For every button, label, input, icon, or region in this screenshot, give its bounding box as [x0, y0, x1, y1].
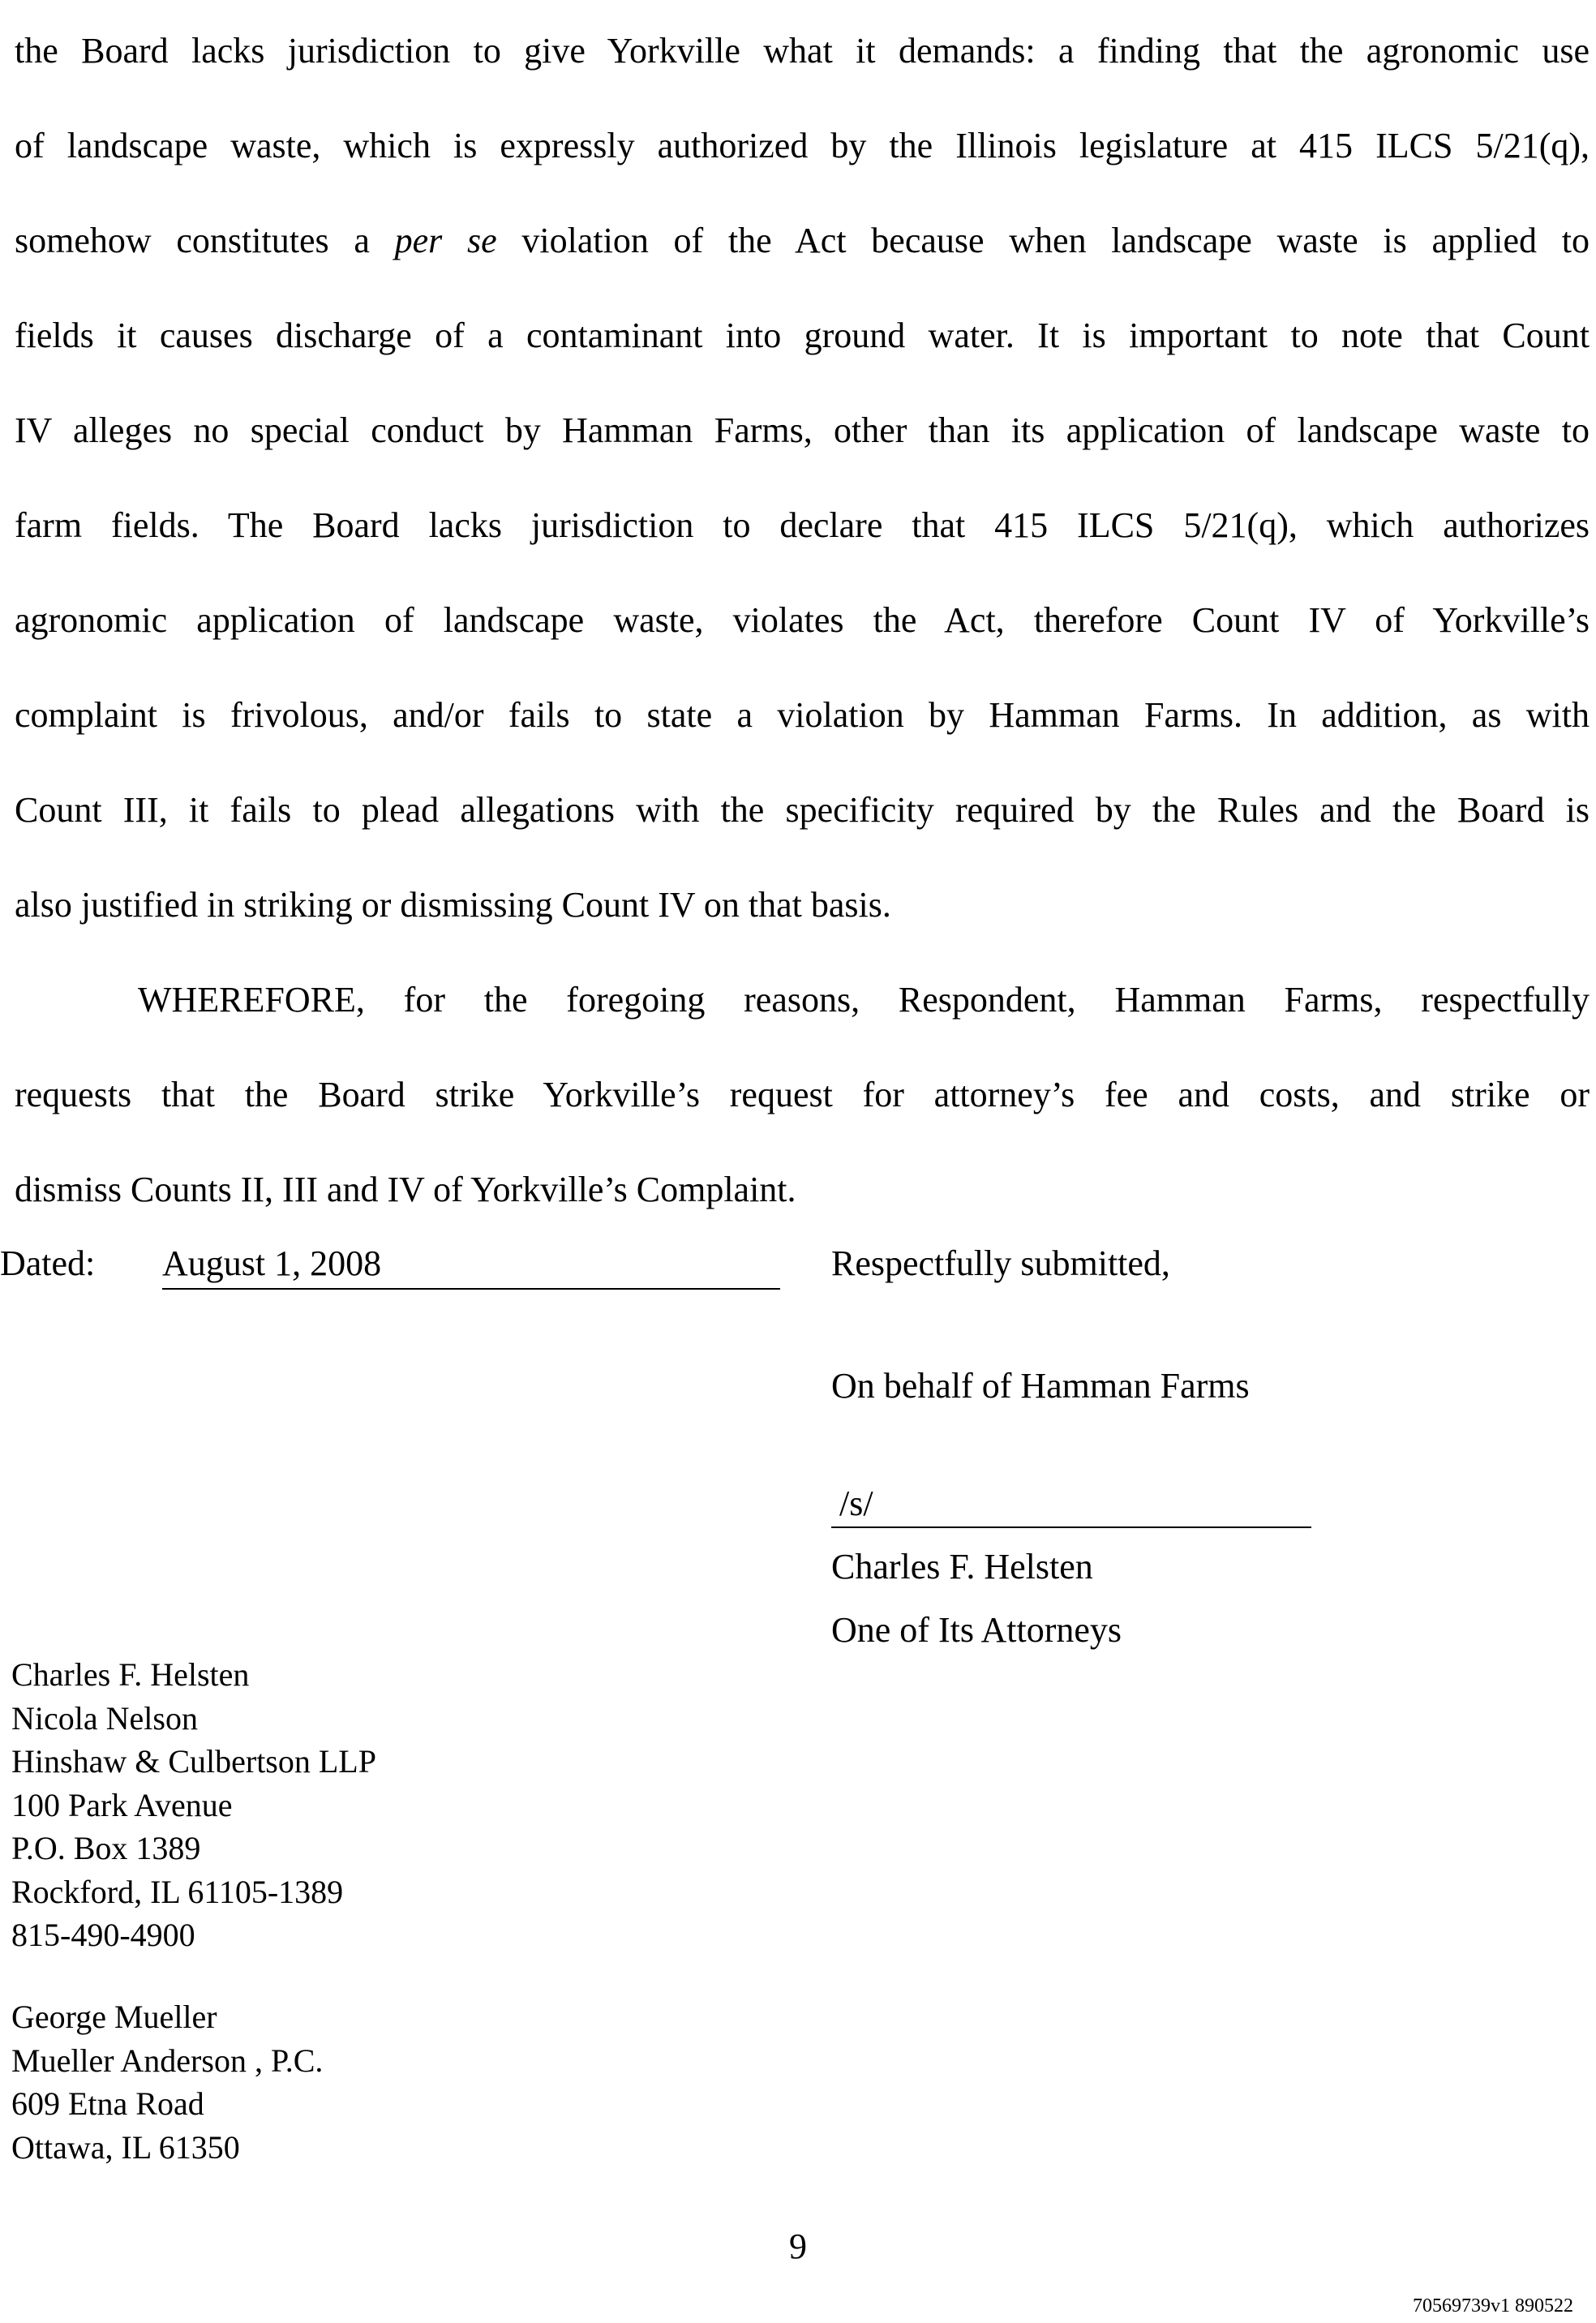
dated-label: Dated: — [0, 1243, 96, 1283]
paragraph-line: IV alleges no special conduct by Hamman Farms, other than its application of landscape waste to — [15, 410, 1590, 450]
address-line: George Mueller — [11, 1999, 217, 2035]
respectfully-submitted: Respectfully submitted, — [831, 1243, 1170, 1283]
paragraph-line: agronomic application of landscape waste, violates the Act, therefore Count IV of Yorkville’s — [15, 600, 1590, 640]
argument-paragraph — [15, 3, 1590, 952]
address-line: 815-490-4900 — [11, 1917, 195, 1953]
paragraph-line: complaint is frivolous, and/or fails to state a violation by Hamman Farms. In addition, as with — [15, 695, 1590, 735]
signature-line — [831, 1526, 1311, 1528]
co-counsel-address-block — [11, 1995, 323, 2169]
address-line: Mueller Anderson , P.C. — [11, 2042, 324, 2079]
on-behalf-of: On behalf of Hamman Farms — [831, 1366, 1250, 1406]
document-id: 70569739v1 890522 — [1413, 2295, 1573, 2317]
paragraph-line: also justified in striking or dismissing Count IV on that basis. — [15, 885, 891, 925]
address-line: P.O. Box 1389 — [11, 1830, 201, 1866]
signer-name: Charles F. Helsten — [831, 1547, 1093, 1587]
paragraph-line: of landscape waste, which is expressly authorized by the Illinois legislature at 415 ILCS 5/21(q), — [15, 126, 1590, 165]
address-line: Rockford, IL 61105-1389 — [11, 1873, 344, 1910]
address-line: Nicola Nelson — [11, 1699, 198, 1737]
address-line: 609 Etna Road — [11, 2085, 204, 2122]
paragraph-line: Count III, it fails to plead allegations with the specificity required by the Rules and the Board is — [15, 790, 1590, 830]
page-number: 9 — [789, 2226, 807, 2266]
italic-term: per se — [394, 221, 497, 260]
signature-mark: /s/ — [839, 1484, 873, 1523]
line-text: violation of the Act because when landscape waste is applied to — [496, 221, 1590, 260]
line-text: somehow constitutes a — [15, 221, 395, 260]
paragraph-line: the Board lacks jurisdiction to give Yorkville what it demands: a finding that the agronomic use — [15, 31, 1590, 71]
date-field — [162, 1239, 780, 1290]
date-value: August 1, 2008 — [162, 1243, 382, 1283]
wherefore-paragraph — [15, 952, 1590, 1237]
signer-title: One of Its Attorneys — [831, 1610, 1122, 1650]
counsel-address-block — [11, 1653, 376, 1957]
paragraph-line: WHEREFORE, for the foregoing reasons, Respondent, Hamman Farms, respectfully — [138, 980, 1590, 1020]
paragraph-line: farm fields. The Board lacks jurisdiction to declare that 415 ILCS 5/21(q), which authorizes — [15, 505, 1590, 545]
paragraph-line — [15, 193, 1590, 288]
paragraph-line: dismiss Counts II, III and IV of Yorkville’s Complaint. — [15, 1170, 796, 1209]
address-line: Charles F. Helsten — [11, 1656, 250, 1693]
address-line: Hinshaw & Culbertson LLP — [11, 1743, 376, 1780]
paragraph-line: requests that the Board strike Yorkville’s request for attorney’s fee and costs, and strike or — [15, 1075, 1590, 1114]
address-line: Ottawa, IL 61350 — [11, 2128, 240, 2166]
paragraph-line: fields it causes discharge of a contaminant into ground water. It is important to note that Count — [15, 316, 1590, 355]
address-line: 100 Park Avenue — [11, 1786, 233, 1823]
